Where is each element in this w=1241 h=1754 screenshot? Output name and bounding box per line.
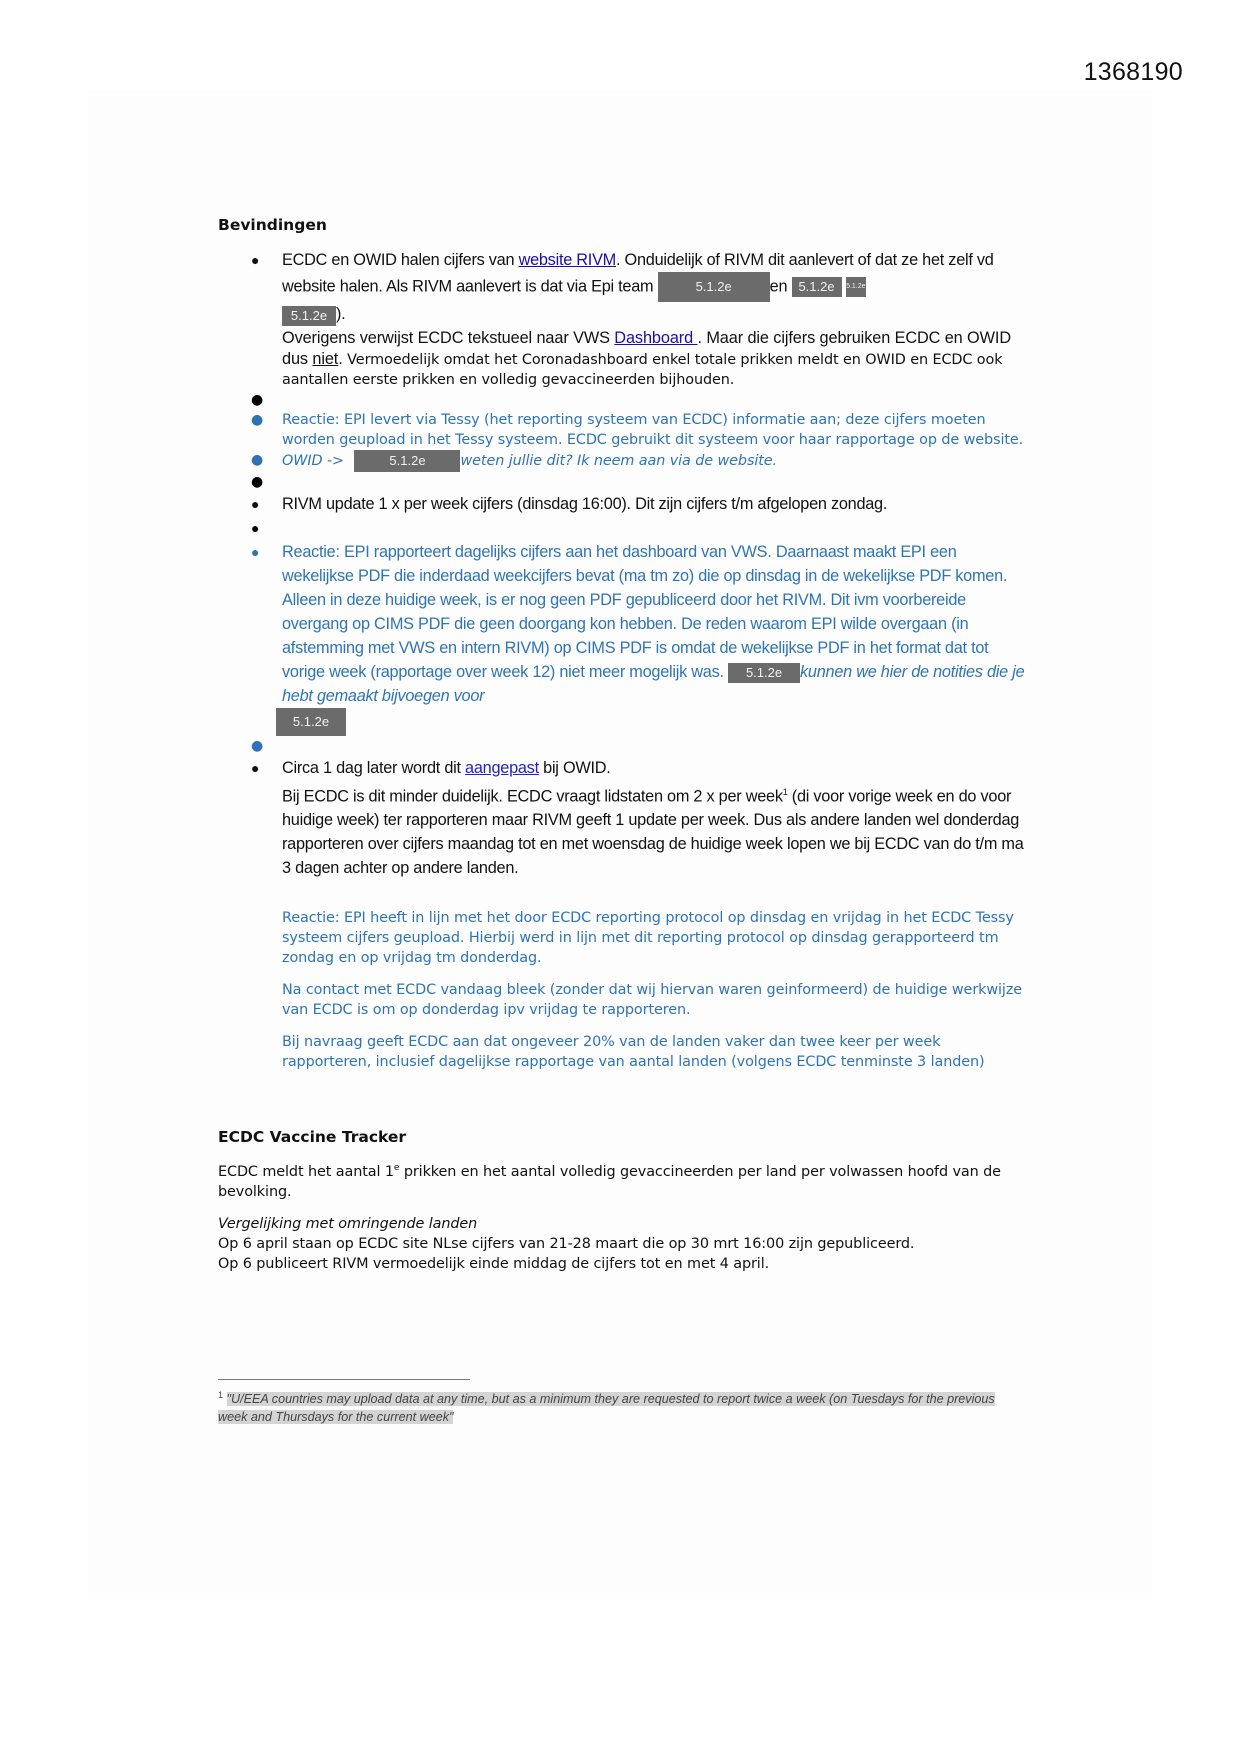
reaction-item: ● Reactie: EPI rapporteert dagelijks cijfers aan het dashboard van VWS. Daarnaast maakt EPI een wekelijkse PDF die inderdaad weekcijfers bevat (ma tm zo) die op dinsdag in de wekelijkse PDF komen. Alleen in deze huidige week, is er nog geen PDF gepubliceerd door het RIVM. Dit ivm voorbereide overgang op CIMS PDF die geen doorgang kon hebben. De reden waarom EPI wilde overgaan (in afstemming met VWS en intern RIVM) op CIMS PDF is omdat de wekelijkse PDF in het format dat tot vorige week (rapportage over week 12) niet meer mogelijk was. 5.1.2e kunnen we hier de notities die je hebt gemaakt bijvoegen voor 5.1.2e: [218, 540, 1030, 736]
footnote-number: 1: [218, 1390, 224, 1400]
footnote-reference[interactable]: 1: [782, 787, 788, 797]
document-number: 1368190: [1083, 58, 1183, 86]
findings-list: [218, 248, 1030, 880]
reaction-paragraph: Reactie: EPI heeft in lijn met het door ECDC reporting protocol op dinsdag en vrijdag in het ECDC Tessy systeem cijfers geupload. Hierbij werd in lijn met dit reporting protocol op dinsdag gerapporteerd tm zondag en op vrijdag tm donderdag.: [282, 910, 1014, 967]
empty-list-item: [218, 472, 1030, 492]
empty-list-item: [218, 516, 1030, 540]
bullet-icon: ●: [251, 738, 264, 754]
list-item: ● ECDC en OWID halen cijfers van website RIVM. Onduidelijk of RIVM dit aanlevert of dat ze het zelf vd website halen. Als RIVM aanlevert is dat via Epi team 5.1.2e en 5.1.2e 5.1.2e 5.1.2e ).: [218, 248, 1030, 326]
bullet-icon: ●: [251, 520, 260, 536]
footnote-separator: [218, 1379, 470, 1380]
redaction-box: 5.1.2e: [276, 708, 346, 736]
redaction-box: 5.1.2e: [282, 306, 336, 326]
bullet-icon: ●: [251, 252, 260, 268]
dashboard-link[interactable]: Dashboard: [614, 329, 698, 347]
reaction-paragraph: Na contact met ECDC vandaag bleek (zonder dat wij hiervan waren geinformeerd) de huidige werkwijze van ECDC is om op donderdag ipv vrijdag te rapporteren.: [282, 982, 1023, 1019]
bullet-icon: ●: [251, 496, 260, 512]
bullet-icon: ●: [251, 412, 264, 428]
website-rivm-link[interactable]: website RIVM: [518, 251, 616, 269]
footnote-text: "U/EEA countries may upload data at any time, but as a minimum they are requested to report twice a week (on Tuesdays for the previous week and Thursdays for the current week": [218, 1392, 995, 1425]
redaction-box: 5.1.2e: [354, 450, 460, 472]
redaction-box: 5.1.2e: [658, 272, 770, 302]
redaction-box: 5.1.2e: [846, 277, 866, 297]
aangepast-link[interactable]: aangepast: [465, 759, 539, 777]
comparison-line: Op 6 april staan op ECDC site NLse cijfers van 21-28 maart die op 30 mrt 16:00 zijn gepubliceerd.: [218, 1236, 915, 1253]
list-item-continuation: Overigens verwijst ECDC tekstueel naar VWS Dashboard . Maar die cijfers gebruiken ECDC en OWID dus niet. Vermoedelijk omdat het Coronadashboard enkel totale prikken meldt en OWID en ECDC ook aantallen eerste prikken en volledig gevaccineerden bijhouden.: [282, 329, 1011, 388]
footnote: [218, 1386, 1018, 1426]
empty-list-item: [218, 390, 1030, 410]
comparison-subheading: Vergelijking met omringende landen: [218, 1216, 478, 1233]
list-item: ● Circa 1 dag later wordt dit aangepast bij OWID. Bij ECDC is dit minder duidelijk. ECDC vraagt lidstaten om 2 x per week$^1$ (di voor vorige week en do voor huidige week) ter rapporteren maar RIVM geeft 1 update per week. Dus als andere landen wel donderdag rapporteren over cijfers maandag tot en met woensdag de huidige week lopen we bij ECDC van do t/m ma 3 dagen achter op andere landen.: [218, 756, 1030, 880]
reaction-item: ● Reactie: EPI levert via Tessy (het reporting systeem van ECDC) informatie aan; deze cijfers moeten worden geupload in het Tessy systeem. ECDC gebruikt dit systeem voor haar rapportage op de website.: [251, 412, 1024, 448]
section-heading-bevindingen: Bevindingen: [218, 216, 327, 234]
document-body: [218, 216, 1030, 1274]
vaccine-tracker-section: [218, 1128, 1030, 1274]
list-item: ● RIVM update 1 x per week cijfers (dinsdag 16:00). Dit zijn cijfers t/m afgelopen zondag.: [218, 492, 1030, 516]
vaccine-tracker-paragraph: ECDC meldt het aantal 1e prikken en het aantal volledig gevaccineerden per land per volwassen hoofd van de bevolking.: [218, 1163, 1001, 1201]
bullet-icon: ●: [251, 544, 260, 560]
reaction-paragraph: Bij navraag geeft ECDC aan dat ongeveer 20% van de landen vaker dan twee keer per week rapporteren, inclusief dagelijkse rapportage van aantal landen (volgens ECDC tenminste 3 landen): [282, 1034, 985, 1071]
empty-list-item: [218, 736, 1030, 756]
bullet-icon: ●: [251, 392, 264, 408]
emphasis-niet: niet: [312, 350, 339, 368]
section-heading-vaccine-tracker: ECDC Vaccine Tracker: [218, 1128, 407, 1147]
comparison-line: Op 6 publiceert RIVM vermoedelijk einde middag de cijfers tot en met 4 april.: [218, 1256, 770, 1273]
bullet-icon: ●: [251, 474, 264, 490]
bullet-icon: ●: [251, 452, 264, 468]
bullet-icon: ●: [251, 760, 260, 776]
owid-question-item: ● OWID -> 5.1.2e weten jullie dit? Ik neem aan via de website.: [218, 450, 1030, 472]
redaction-box: 5.1.2e: [792, 277, 842, 297]
redaction-box: 5.1.2e: [728, 663, 800, 683]
